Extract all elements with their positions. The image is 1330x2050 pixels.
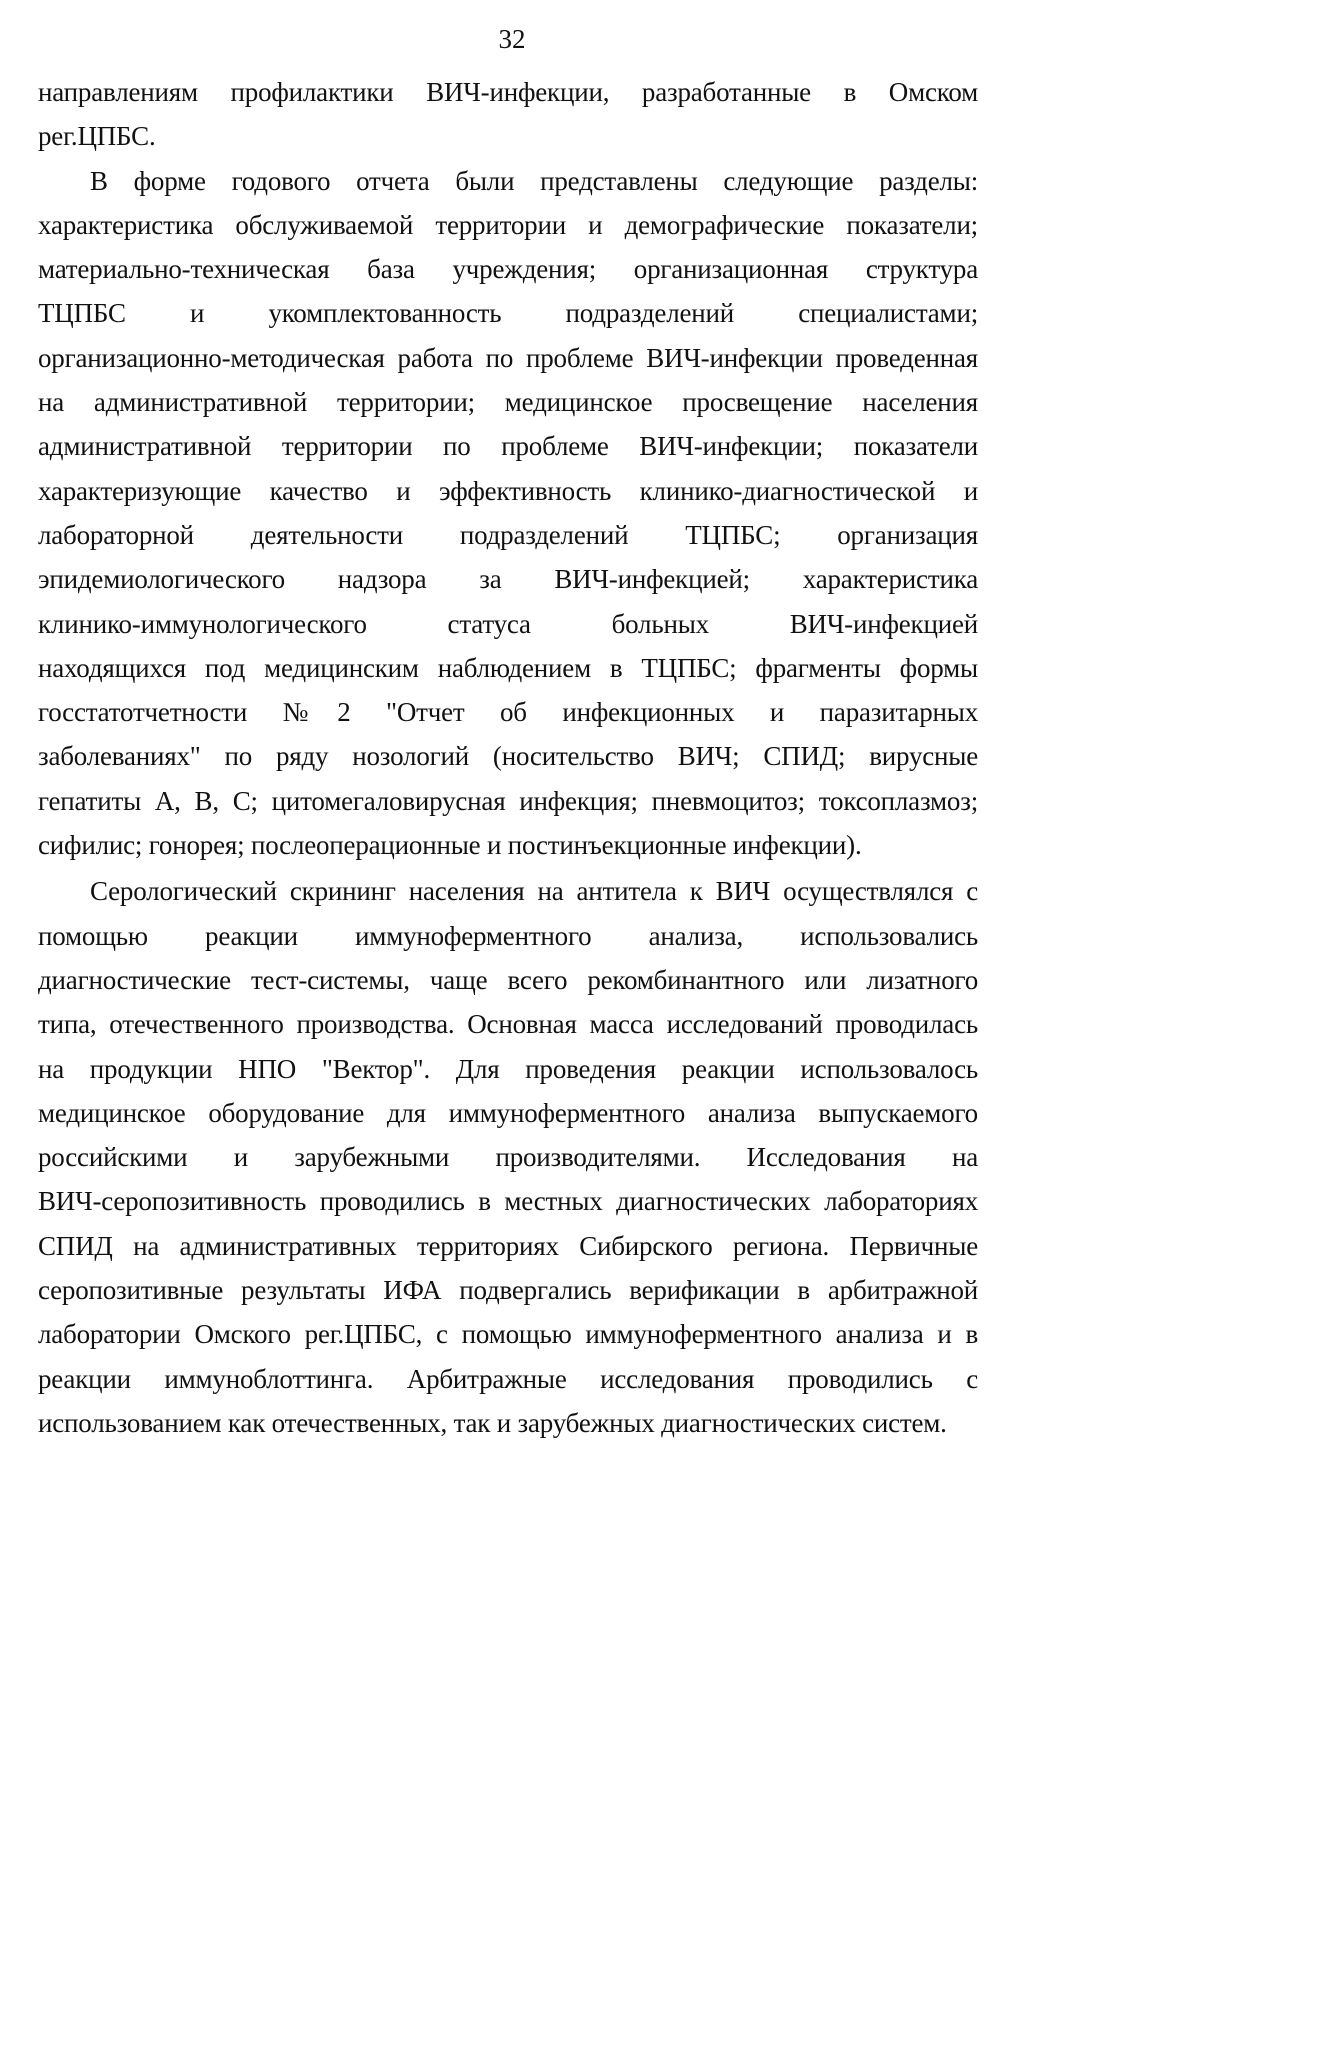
text-line: серопозитивные результаты ИФА подвергались верификации в арбитражной [38,1275,978,1306]
text-line: рег.ЦПБС. [38,121,156,152]
text-line: СПИД на административных территориях Сибирского региона. Первичные [38,1230,978,1261]
text-line: клинико-иммунологического статуса больных ВИЧ-инфекцией [38,608,978,639]
text-line: помощью реакции иммуноферментного анализа, использовались [38,920,978,951]
text-line: использованием как отечественных, так и зарубежных диагностических систем. [38,1407,947,1438]
text-line: характеризующие качество и эффективность клинико-диагностической и [38,475,978,506]
text-line: направлениям профилактики ВИЧ-инфекции, разработанные в Омском [38,77,978,107]
body-text [38,70,978,1445]
text-line: типа, отечественного производства. Основная масса исследований проводилась [38,1009,978,1040]
text-line: на продукции НПО "Вектор". Для проведения реакции использовалось [38,1053,978,1084]
text-line: эпидемиологического надзора за ВИЧ-инфекцией; характеристика [38,564,978,595]
text-line: Серологический скрининг населения на антитела к ВИЧ осуществлялся с [90,876,978,907]
text-line: характеристика обслуживаемой территории и демографические показатели; [38,209,978,240]
text-line: лаборатории Омского рег.ЦПБС, с помощью иммуноферментного анализа и в [38,1319,978,1350]
text-line: медицинское оборудование для иммуноферментного анализа выпускаемого [38,1097,978,1128]
text-line: диагностические тест-системы, чаще всего рекомбинантного или лизатного [38,964,978,995]
text-line: находящихся под медицинским наблюдением в ТЦПБС; фрагменты формы [38,652,978,683]
text-line: лабораторной деятельности подразделений ТЦПБС; организация [38,519,978,550]
text-line: ВИЧ-серопозитивность проводились в местных диагностических лабораториях [38,1186,978,1217]
text-line: заболеваниях" по ряду нозологий (носительство ВИЧ; СПИД; вирусные [38,741,978,772]
text-line: ТЦПБС и укомплектованность подразделений специалистами; [38,298,978,329]
text-line: российскими и зарубежными производителями. Исследования на [38,1142,978,1173]
text-line: реакции иммуноблоттинга. Арбитражные исследования проводились с [38,1363,978,1394]
text-line: материально-техническая база учреждения; организационная структура [38,254,978,285]
page-number: 32 [498,24,526,54]
text-line: гепатиты А, В, С; цитомегаловирусная инфекция; пневмоцитоз; токсоплазмоз; [38,785,978,816]
text-line: В форме годового отчета были представлены следующие разделы: [90,165,978,196]
text-line: на административной территории; медицинское просвещение населения [38,387,978,418]
text-line: госстатотчетности №2 "Отчет об инфекционных и паразитарных [38,697,978,728]
text-line: сифилис; гонорея; послеоперационные и постинъекционные инфекции). [38,830,862,861]
text-line: организационно-методическая работа по проблеме ВИЧ-инфекции проведенная [38,342,978,373]
text-line: административной территории по проблеме ВИЧ-инфекции; показатели [38,431,978,462]
